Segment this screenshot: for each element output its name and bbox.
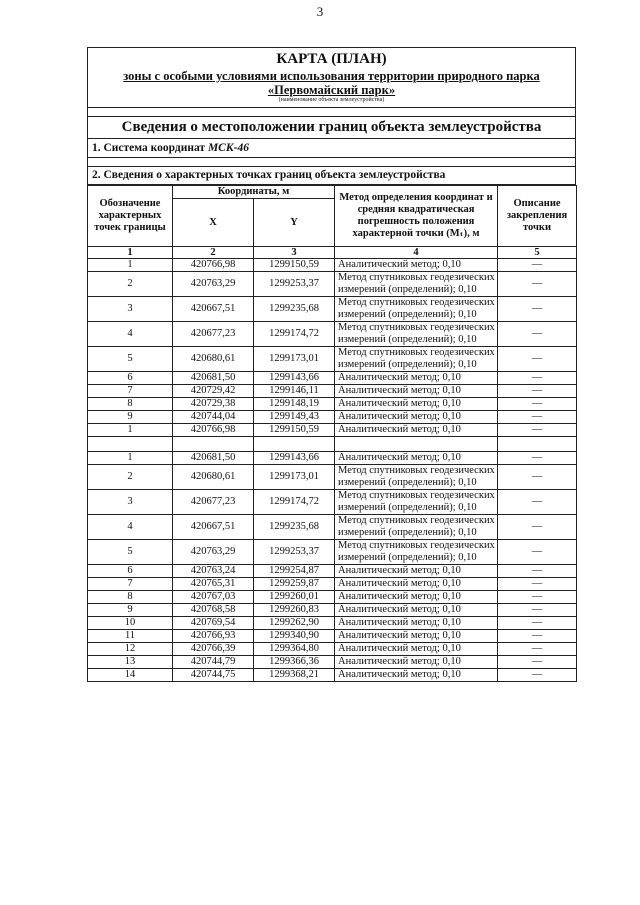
title-note: (наименование объекта землеустройства): [278, 97, 385, 103]
method-cell: Аналитический метод; 0,10: [335, 565, 498, 578]
coordinate-system-label: 1. Система координат: [92, 142, 206, 154]
coordinate-system: [88, 139, 575, 158]
x-cell: 420766,98: [173, 424, 254, 437]
table-row: [88, 322, 577, 347]
spacer: [88, 108, 575, 117]
y-cell: 1299150,59: [254, 259, 335, 272]
document: [87, 47, 576, 682]
empty-cell: [88, 437, 173, 452]
y-cell: 1299235,68: [254, 297, 335, 322]
table-row: [88, 591, 577, 604]
point-number-cell: 1: [88, 452, 173, 465]
table-row: [88, 617, 577, 630]
y-cell: 1299146,11: [254, 385, 335, 398]
description-cell: —: [498, 272, 577, 297]
description-cell: —: [498, 411, 577, 424]
group-separator-row: [88, 437, 577, 452]
method-cell: Аналитический метод; 0,10: [335, 591, 498, 604]
empty-cell: [498, 437, 577, 452]
y-cell: 1299173,01: [254, 347, 335, 372]
points-table-body: [88, 259, 577, 682]
x-cell: 420768,58: [173, 604, 254, 617]
description-cell: —: [498, 515, 577, 540]
y-cell: 1299340,90: [254, 630, 335, 643]
method-cell: Аналитический метод; 0,10: [335, 424, 498, 437]
method-cell: Метод спутниковых геодезических измерений (определений); 0,10: [335, 272, 498, 297]
description-cell: —: [498, 617, 577, 630]
method-cell: Аналитический метод; 0,10: [335, 385, 498, 398]
description-cell: —: [498, 322, 577, 347]
table-row: [88, 565, 577, 578]
method-cell: Аналитический метод; 0,10: [335, 411, 498, 424]
table-row: [88, 411, 577, 424]
table-row: [88, 372, 577, 385]
x-cell: 420677,23: [173, 322, 254, 347]
description-cell: —: [498, 490, 577, 515]
x-cell: 420744,04: [173, 411, 254, 424]
method-cell: Аналитический метод; 0,10: [335, 259, 498, 272]
spacer: [88, 158, 575, 167]
point-number-cell: 3: [88, 490, 173, 515]
x-cell: 420766,39: [173, 643, 254, 656]
method-cell: Метод спутниковых геодезических измерений (определений); 0,10: [335, 322, 498, 347]
method-cell: Метод спутниковых геодезических измерений (определений); 0,10: [335, 490, 498, 515]
table-row: [88, 465, 577, 490]
method-cell: Аналитический метод; 0,10: [335, 604, 498, 617]
description-cell: —: [498, 604, 577, 617]
empty-cell: [173, 437, 254, 452]
title-subtitle-line1: зоны с особыми условиями использования территории природного парка: [123, 69, 540, 83]
x-cell: 420680,61: [173, 347, 254, 372]
point-number-cell: 12: [88, 643, 173, 656]
title-main: КАРТА (ПЛАН): [276, 51, 387, 67]
point-number-cell: 6: [88, 372, 173, 385]
y-cell: 1299260,83: [254, 604, 335, 617]
point-number-cell: 2: [88, 465, 173, 490]
description-cell: —: [498, 297, 577, 322]
table-row: [88, 669, 577, 682]
point-number-cell: 2: [88, 272, 173, 297]
y-cell: 1299364,80: [254, 643, 335, 656]
y-cell: 1299366,36: [254, 656, 335, 669]
point-number-cell: 7: [88, 578, 173, 591]
description-cell: —: [498, 372, 577, 385]
table-row: [88, 259, 577, 272]
x-cell: 420681,50: [173, 372, 254, 385]
table-row: [88, 385, 577, 398]
page-number: 3: [316, 4, 324, 19]
x-cell: 420763,24: [173, 565, 254, 578]
x-cell: 420769,54: [173, 617, 254, 630]
x-cell: 420680,61: [173, 465, 254, 490]
description-cell: —: [498, 578, 577, 591]
table-row: [88, 515, 577, 540]
y-cell: 1299253,37: [254, 540, 335, 565]
description-cell: —: [498, 591, 577, 604]
method-cell: Метод спутниковых геодезических измерений (определений); 0,10: [335, 347, 498, 372]
x-cell: 420766,93: [173, 630, 254, 643]
point-number-cell: 13: [88, 656, 173, 669]
header-y: Y: [254, 199, 335, 247]
method-cell: Аналитический метод; 0,10: [335, 656, 498, 669]
method-cell: Аналитический метод; 0,10: [335, 452, 498, 465]
y-cell: 1299150,59: [254, 424, 335, 437]
y-cell: 1299149,43: [254, 411, 335, 424]
point-number-cell: 4: [88, 322, 173, 347]
point-number-cell: 1: [88, 259, 173, 272]
method-cell: Аналитический метод; 0,10: [335, 669, 498, 682]
header-x: X: [173, 199, 254, 247]
title-block: [88, 48, 575, 108]
section-header: Сведения о местоположении границ объекта землеустройства: [88, 117, 575, 139]
method-cell: Аналитический метод; 0,10: [335, 372, 498, 385]
method-cell: Аналитический метод; 0,10: [335, 398, 498, 411]
coordinate-system-value: МСК-46: [207, 142, 249, 154]
y-cell: 1299262,90: [254, 617, 335, 630]
description-cell: —: [498, 669, 577, 682]
x-cell: 420667,51: [173, 297, 254, 322]
table-row: [88, 347, 577, 372]
y-cell: 1299174,72: [254, 490, 335, 515]
points-section-title: 2. Сведения о характерных точках границ объекта землеустройства: [92, 169, 446, 181]
column-numbers-row: [88, 247, 577, 259]
y-cell: 1299174,72: [254, 322, 335, 347]
point-number-cell: 6: [88, 565, 173, 578]
point-number-cell: 11: [88, 630, 173, 643]
method-cell: Аналитический метод; 0,10: [335, 578, 498, 591]
description-cell: —: [498, 347, 577, 372]
point-number-cell: 1: [88, 424, 173, 437]
description-cell: —: [498, 259, 577, 272]
description-cell: —: [498, 385, 577, 398]
point-number-cell: 5: [88, 540, 173, 565]
header-method: Метод определения координат и средняя квадратическая погрешность положения характерной точки (Mₜ), м: [335, 186, 498, 247]
point-number-cell: 9: [88, 604, 173, 617]
x-cell: 420744,79: [173, 656, 254, 669]
empty-cell: [254, 437, 335, 452]
description-cell: —: [498, 398, 577, 411]
point-number-cell: 3: [88, 297, 173, 322]
column-number: 3: [254, 247, 335, 259]
table-row: [88, 490, 577, 515]
table-row: [88, 604, 577, 617]
point-number-cell: 5: [88, 347, 173, 372]
y-cell: 1299260,01: [254, 591, 335, 604]
header-point: Обозначение характерных точек границы: [88, 186, 173, 247]
method-cell: Метод спутниковых геодезических измерений (определений); 0,10: [335, 465, 498, 490]
column-number: 1: [88, 247, 173, 259]
table-row: [88, 297, 577, 322]
table-row: [88, 424, 577, 437]
points-table: [87, 185, 577, 682]
table-row: [88, 272, 577, 297]
method-cell: Метод спутниковых геодезических измерений (определений); 0,10: [335, 515, 498, 540]
point-number-cell: 14: [88, 669, 173, 682]
x-cell: 420729,38: [173, 398, 254, 411]
description-cell: —: [498, 540, 577, 565]
x-cell: 420744,75: [173, 669, 254, 682]
column-number: 4: [335, 247, 498, 259]
y-cell: 1299235,68: [254, 515, 335, 540]
x-cell: 420667,51: [173, 515, 254, 540]
x-cell: 420763,29: [173, 540, 254, 565]
y-cell: 1299253,37: [254, 272, 335, 297]
description-cell: —: [498, 424, 577, 437]
table-row: [88, 630, 577, 643]
table-row: [88, 452, 577, 465]
table-row: [88, 398, 577, 411]
y-cell: 1299173,01: [254, 465, 335, 490]
y-cell: 1299148,19: [254, 398, 335, 411]
point-number-cell: 8: [88, 398, 173, 411]
description-cell: —: [498, 465, 577, 490]
table-row: [88, 578, 577, 591]
method-cell: Метод спутниковых геодезических измерений (определений); 0,10: [335, 540, 498, 565]
x-cell: 420677,23: [173, 490, 254, 515]
header-desc: Описание закрепления точки: [498, 186, 577, 247]
table-row: [88, 540, 577, 565]
x-cell: 420765,31: [173, 578, 254, 591]
point-number-cell: 9: [88, 411, 173, 424]
point-number-cell: 10: [88, 617, 173, 630]
description-cell: —: [498, 630, 577, 643]
y-cell: 1299143,66: [254, 452, 335, 465]
y-cell: 1299143,66: [254, 372, 335, 385]
column-number: 5: [498, 247, 577, 259]
title-frame: [87, 47, 576, 185]
description-cell: —: [498, 656, 577, 669]
point-number-cell: 8: [88, 591, 173, 604]
table-row: [88, 656, 577, 669]
table-row: [88, 643, 577, 656]
method-cell: Аналитический метод; 0,10: [335, 617, 498, 630]
empty-cell: [335, 437, 498, 452]
x-cell: 420767,03: [173, 591, 254, 604]
y-cell: 1299368,21: [254, 669, 335, 682]
description-cell: —: [498, 452, 577, 465]
x-cell: 420681,50: [173, 452, 254, 465]
method-cell: Метод спутниковых геодезических измерений (определений); 0,10: [335, 297, 498, 322]
point-number-cell: 7: [88, 385, 173, 398]
method-cell: Аналитический метод; 0,10: [335, 643, 498, 656]
y-cell: 1299259,87: [254, 578, 335, 591]
x-cell: 420766,98: [173, 259, 254, 272]
point-number-cell: 4: [88, 515, 173, 540]
description-cell: —: [498, 565, 577, 578]
description-cell: —: [498, 643, 577, 656]
method-cell: Аналитический метод; 0,10: [335, 630, 498, 643]
title-subtitle-line2: «Первомайский парк»: [267, 83, 396, 97]
column-number: 2: [173, 247, 254, 259]
x-cell: 420763,29: [173, 272, 254, 297]
y-cell: 1299254,87: [254, 565, 335, 578]
x-cell: 420729,42: [173, 385, 254, 398]
header-coords: Координаты, м: [173, 186, 335, 199]
